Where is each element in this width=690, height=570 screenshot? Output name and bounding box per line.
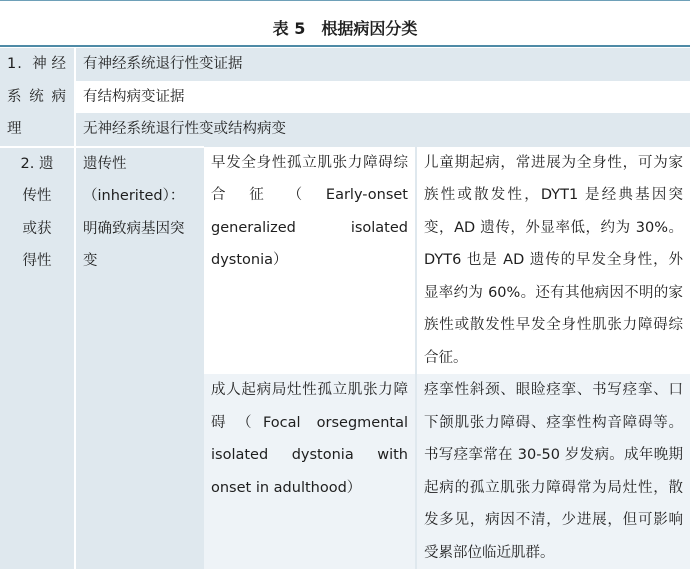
table-row [0,147,690,375]
table-row [0,81,690,114]
title-rule [0,45,690,47]
entry-1-name: 早发全身性孤立肌张力障碍综合征（Early-onset generalized isolated dystonia） [203,147,416,375]
section1-row-2: 有结构病变证据 [75,81,690,114]
section2-label: 2. 遗传性或获得性 [0,147,75,570]
entry-2-name: 成人起病局灶性孤立肌张力障碍（Focal orsegmental isolated dystonia with onset in adulthood） [203,374,416,569]
section1-label: 1. 神经系统病理 [0,48,75,147]
section1-row-1: 有神经系统退行性变证据 [75,48,690,81]
table-row [0,48,690,81]
table-row [0,113,690,147]
entry-1-description: 儿童期起病，常进展为全身性，可为家族性或散发性，DYT1 是经典基因突变，AD 遗传，外显率低，约为 30%。DYT6 也是 AD 遗传的早发全身性，外显率约为 60%。还有其他病因不明的家族性或散发性早发全身性肌张力障碍综合征。 [416,147,690,375]
entry-2-description: 痉挛性斜颈、眼睑痉挛、书写痉挛、口下颌肌张力障碍、痉挛性构音障碍等。书写痉挛常在 30-50 岁发病。成年晚期起病的孤立肌张力障碍常为局灶性，散发多见，病因不清，少进展，但可影响受累部位临近肌群。 [416,374,690,569]
section1-row-3: 无神经系统退行性变或结构病变 [75,113,690,147]
table-title: 表 5 根据病因分类 [0,0,690,47]
section2-subcategory: 遗传性（inherited）：明确致病基因突变 [75,147,203,570]
classification-table [0,48,690,569]
